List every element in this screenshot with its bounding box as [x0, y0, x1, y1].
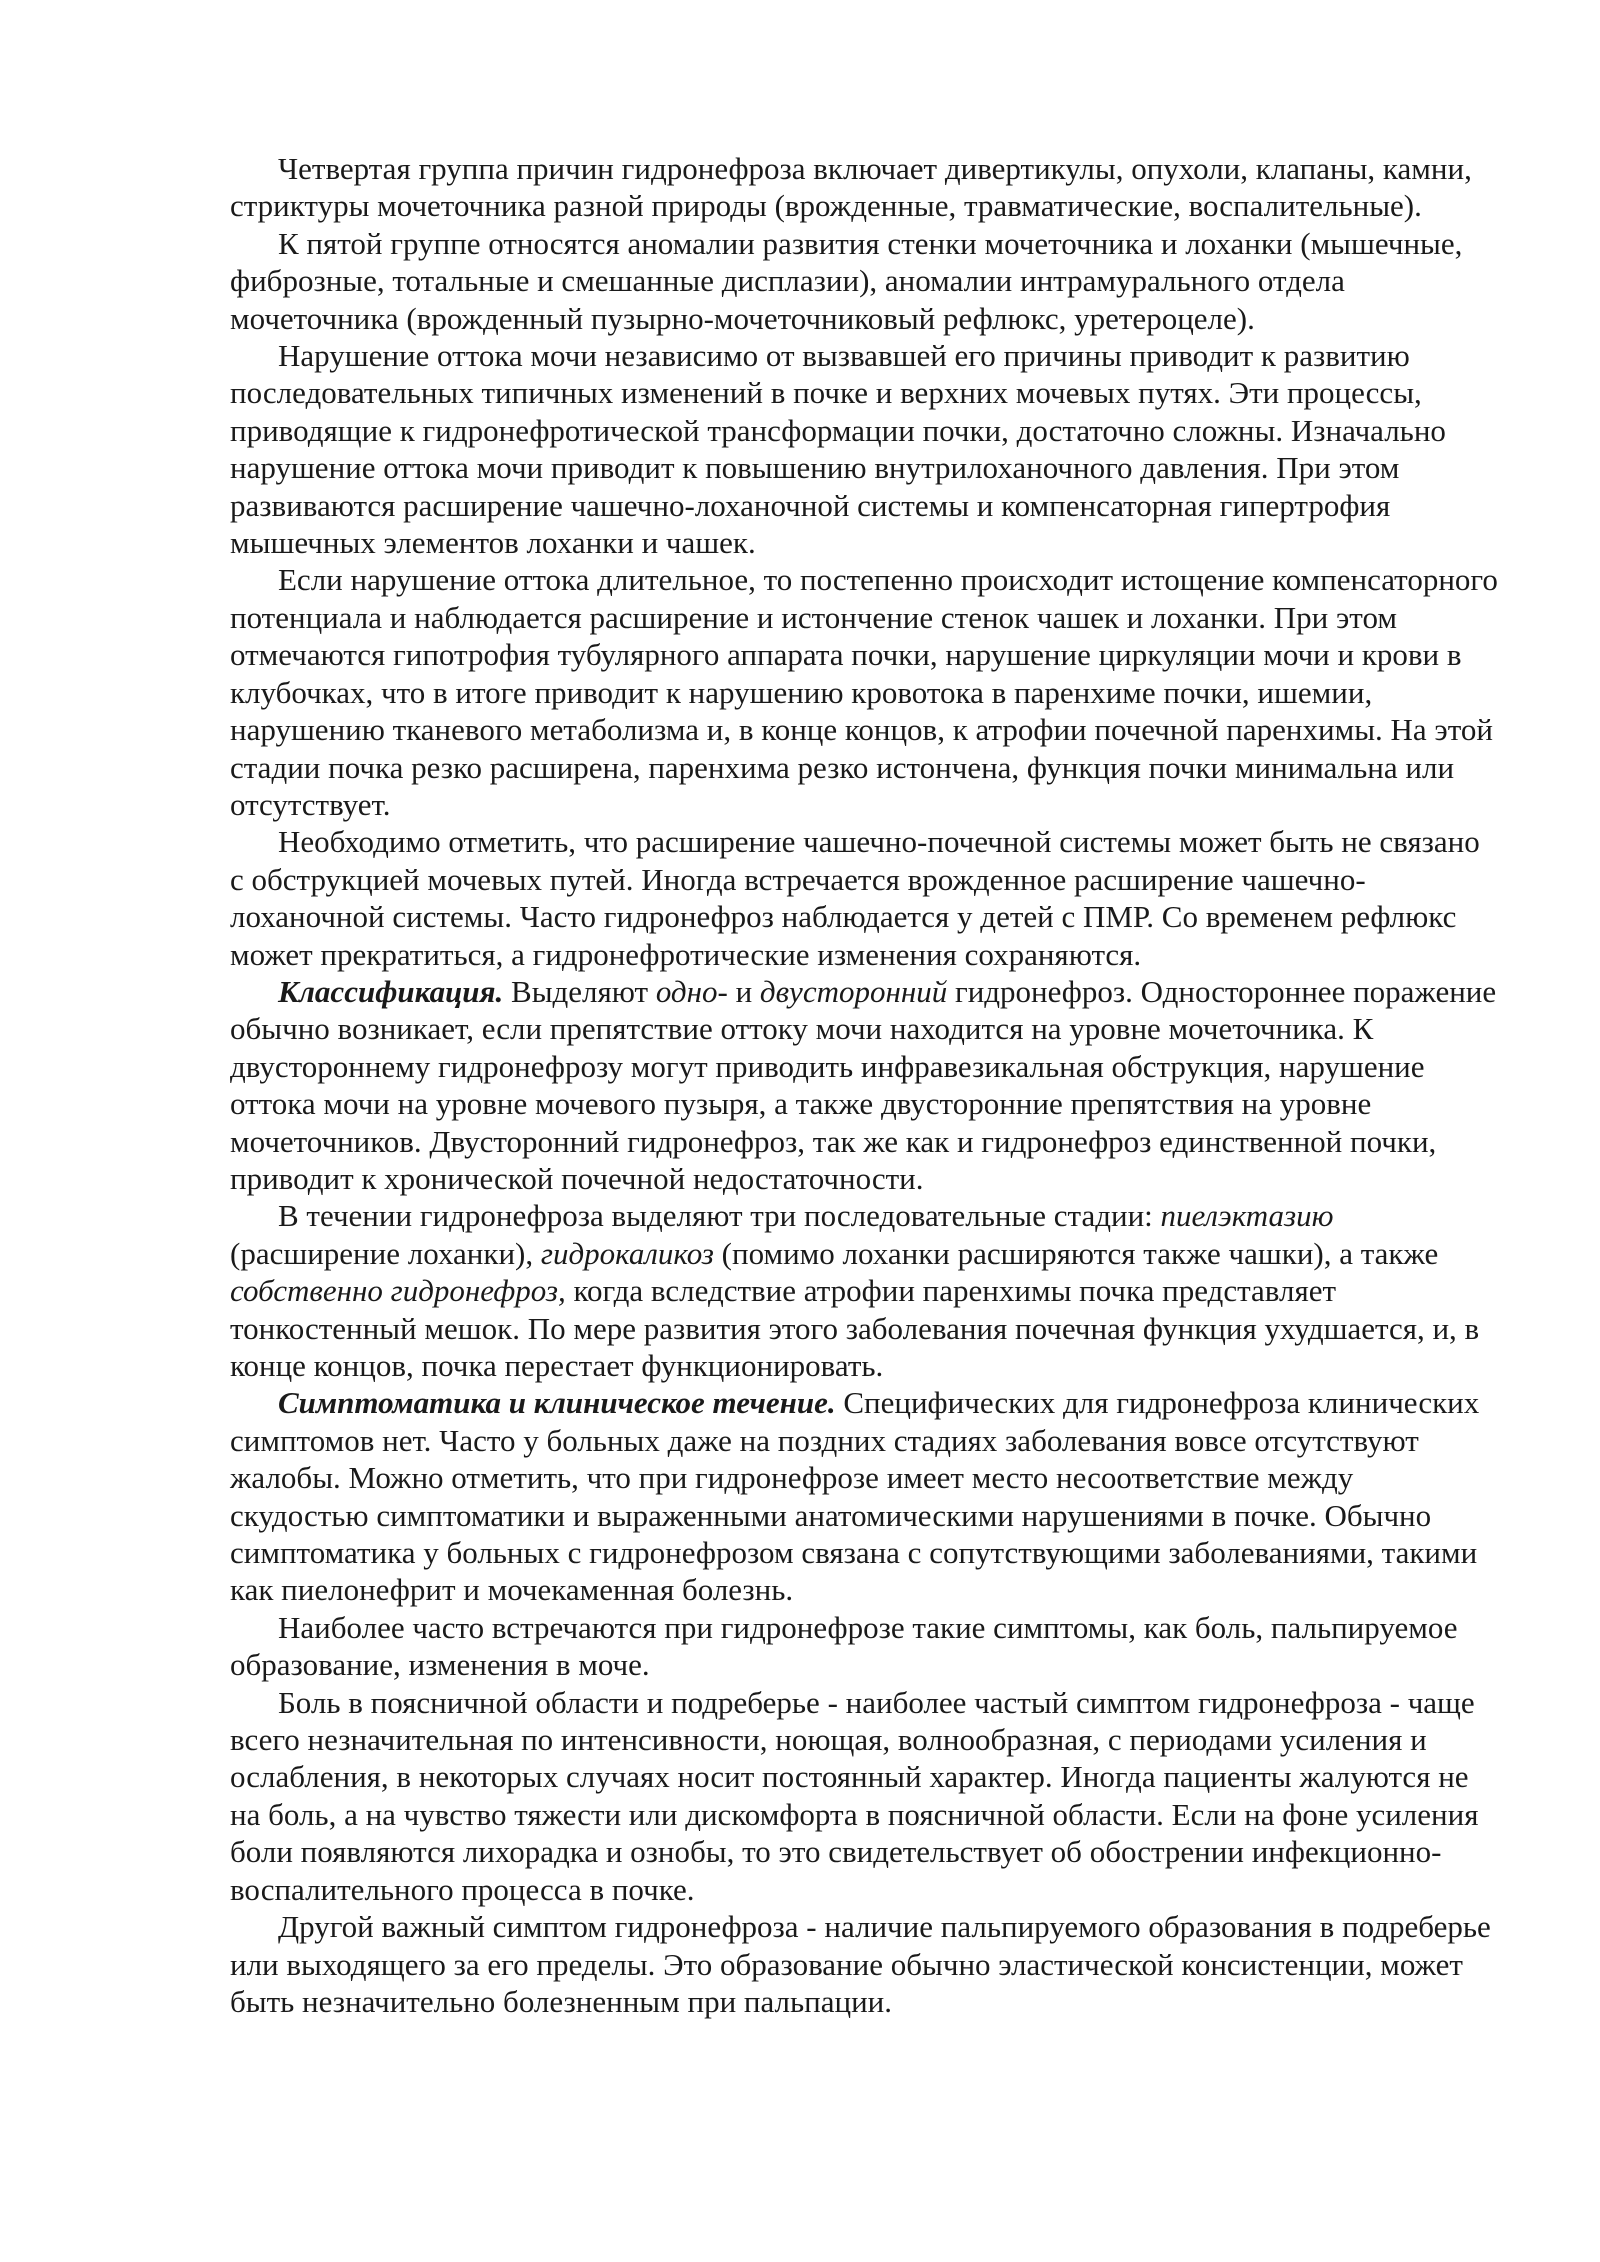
- paragraph-common-symptoms: Наиболее часто встречаются при гидронефрозе такие симптомы, как боль, пальпируемое образование, изменения в моче.: [230, 1609, 1458, 1683]
- paragraph-palpable-mass: Другой важный симптом гидронефроза - наличие пальпируемого образования в подреберье или выходящего за его пределы. Это образование обычно эластической консистенции, может быть незначительно болезненным при пальпации.: [230, 1909, 1491, 2019]
- text-run: (расширение лоханки),: [230, 1235, 541, 1271]
- paragraph-symptoms: [230, 1384, 1498, 1608]
- paragraph-causes-group-4: Четвертая группа причин гидронефроза включает дивертикулы, опухоли, клапаны, камни, стриктуры мочеточника разной природы (врожденные, травматические, воспалительные).: [230, 151, 1472, 224]
- italic-term: двусторонний: [759, 973, 948, 1009]
- text-run: когда вследствие атрофии паренхимы почка представляет тонкостенный мешок. По мере развития этого заболевания почечная функция ухудшается, и, в конце концов, почка перестает функционировать.: [230, 1273, 1480, 1383]
- paragraph-pain: Боль в поясничной области и подреберье - наиболее частый симптом гидронефроза - чаще всего незначительная по интенсивности, ноющая, волнообразная, с периодами усиления и ослабления, в некоторых случаях носит постоянный характер. Иногда пациенты жалуются не на боль, а на чувство тяжести или дискомфорта в поясничной области. Если на фоне усиления боли появляются лихорадка и ознобы, то это свидетельствует об обострении инфекционно-воспалительного процесса в почке.: [230, 1684, 1479, 1907]
- classification-heading: Классификация.: [278, 973, 504, 1009]
- italic-term: пиелэктазию: [1160, 1198, 1334, 1234]
- italic-term: одно-: [655, 973, 728, 1009]
- paragraph-dilation-note: Необходимо отметить, что расширение чашечно-почечной системы может быть не связано с обструкцией мочевых путей. Иногда встречается врожденное расширение чашечно-лоханочной системы. Часто гидронефроз наблюдается у детей с ПМР. Со временем рефлюкс может прекратиться, а гидронефротические изменения сохраняются.: [230, 824, 1480, 972]
- paragraph-stages: [230, 1197, 1498, 1384]
- paragraph-classification: [230, 973, 1498, 1197]
- paragraph-outflow-disorder: Нарушение оттока мочи независимо от вызвавшей его причины приводит к развитию последовательных типичных изменений в почке и верхних мочевых путях. Эти процессы, приводящие к гидронефротической трансформации почки, достаточно сложны. Изначально нарушение оттока мочи приводит к повышению внутрилоханочного давления. При этом развиваются расширение чашечно-лоханочной системы и компенсаторная гипертрофия мышечных элементов лоханки и чашек.: [230, 338, 1446, 561]
- text-run: Выделяют: [503, 973, 656, 1009]
- italic-term: собственно гидронефроз,: [230, 1273, 566, 1309]
- paragraph-prolonged-disorder: Если нарушение оттока длительное, то постепенно происходит истощение компенсаторного потенциала и наблюдается расширение и истончение стенок чашек и лоханки. При этом отмечаются гипотрофия тубулярного аппарата почки, нарушение циркуляции мочи и крови в клубочках, что в итоге приводит к нарушению кровотока в паренхиме почки, ишемии, нарушению тканевого метаболизма и, в конце концов, к атрофии почечной паренхимы. На этой стадии почка резко расширена, паренхима резко истончена, функция почки минимальна или отсутствует.: [230, 562, 1498, 822]
- text-run: и: [727, 973, 760, 1009]
- paragraph-causes-group-5: К пятой группе относятся аномалии развития стенки мочеточника и лоханки (мышечные, фиброзные, тотальные и смешанные дисплазии), аномалии интрамурального отдела мочеточника (врожденный пузырно-мочеточниковый рефлюкс, уретероцеле).: [230, 225, 1463, 336]
- italic-term: гидрокаликоз: [540, 1235, 714, 1271]
- symptoms-heading: Симптоматика и клиническое течение.: [278, 1385, 836, 1421]
- document-page: [230, 150, 1498, 2020]
- text-run: гидронефроз. Одностороннее поражение обычно возникает, если препятствие оттоку мочи находится на уровне мочеточника. К двустороннему гидронефрозу могут приводить инфравезикальная обструкция, нарушение оттока мочи на уровне мочевого пузыря, а также двусторонние препятствия на уровне мочеточников. Двусторонний гидронефроз, так же как и гидронефроз единственной почки, приводит к хронической почечной недостаточности.: [230, 973, 1497, 1196]
- text-run: Специфических для гидронефроза клинических симптомов нет. Часто у больных даже на поздних стадиях заболевания вовсе отсутствуют жалобы. Можно отметить, что при гидронефрозе имеет место несоответствие между скудостью симптоматики и выраженными анатомическими нарушениями в почке. Обычно симптоматика у больных с гидронефрозом связана с сопутствующими заболеваниями, такими как пиелонефрит и мочекаменная болезнь.: [230, 1385, 1480, 1608]
- text-run: (помимо лоханки расширяются также чашки), а также: [713, 1235, 1439, 1271]
- text-run: В течении гидронефроза выделяют три последовательные стадии:: [278, 1198, 1161, 1234]
